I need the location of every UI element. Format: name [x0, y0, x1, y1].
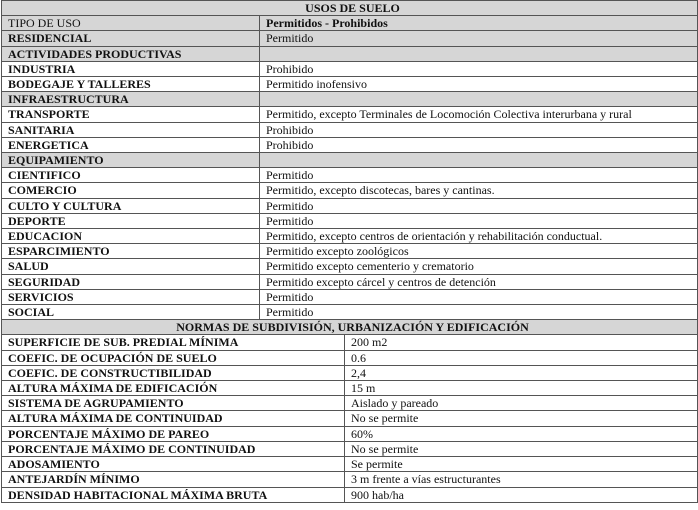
use-row [2, 31, 698, 46]
use-status-value: Permitido [260, 213, 698, 228]
use-type-label: SALUD [2, 259, 260, 274]
use-row [2, 289, 698, 304]
use-row [2, 274, 698, 289]
use-row [2, 61, 698, 76]
use-row [2, 122, 698, 137]
use-status-value: Permitido, excepto discotecas, bares y cantinas. [260, 183, 698, 198]
uses-header-row [2, 16, 698, 31]
use-row [2, 183, 698, 198]
norms-title: NORMAS DE SUBDIVISIÓN, URBANIZACIÓN Y EDIFICACIÓN [2, 320, 698, 335]
norm-row [2, 472, 698, 487]
use-row [2, 305, 698, 320]
norm-value: No se permite [345, 411, 698, 426]
use-type-label: ACTIVIDADES PRODUCTIVAS [2, 46, 260, 61]
norm-row [2, 365, 698, 380]
use-type-label: SOCIAL [2, 305, 260, 320]
use-row [2, 259, 698, 274]
norms-title-row [2, 320, 698, 335]
norm-label: PORCENTAJE MÁXIMO DE CONTINUIDAD [2, 441, 345, 456]
norm-row [2, 350, 698, 365]
uses-title: USOS DE SUELO [2, 1, 698, 16]
norm-label: ADOSAMIENTO [2, 457, 345, 472]
use-row [2, 244, 698, 259]
use-row [2, 213, 698, 228]
norm-value: 900 hab/ha [345, 487, 698, 502]
norm-label: PORCENTAJE MÁXIMO DE PAREO [2, 426, 345, 441]
use-type-label: TRANSPORTE [2, 107, 260, 122]
use-status-value: Permitido inofensivo [260, 77, 698, 92]
use-status-value: Permitido [260, 289, 698, 304]
section-row [2, 153, 698, 168]
use-status-value: Permitido [260, 31, 698, 46]
use-type-label: INFRAESTRUCTURA [2, 92, 260, 107]
col-type-header: TIPO DE USO [2, 16, 260, 31]
use-status-value: Permitido, excepto centros de orientación y rehabilitación conductual. [260, 229, 698, 244]
use-status-value: Permitido [260, 305, 698, 320]
uses-title-row [2, 1, 698, 16]
use-status-value: Permitido [260, 198, 698, 213]
norm-value: 3 m frente a vías estructurantes [345, 472, 698, 487]
use-status-value: Permitido excepto cárcel y centros de detención [260, 274, 698, 289]
norm-value: 200 m2 [345, 335, 698, 350]
use-type-label: ENERGETICA [2, 137, 260, 152]
norm-label: ALTURA MÁXIMA DE CONTINUIDAD [2, 411, 345, 426]
norm-value: 2,4 [345, 365, 698, 380]
use-status-value: Prohibido [260, 137, 698, 152]
norm-label: COEFIC. DE OCUPACIÓN DE SUELO [2, 350, 345, 365]
norm-label: SISTEMA DE AGRUPAMIENTO [2, 396, 345, 411]
use-status-value [260, 153, 698, 168]
norm-label: ANTEJARDÍN MÍNIMO [2, 472, 345, 487]
section-row [2, 92, 698, 107]
use-status-value [260, 46, 698, 61]
use-status-value: Permitido excepto zoológicos [260, 244, 698, 259]
use-row [2, 198, 698, 213]
norm-label: SUPERFICIE DE SUB. PREDIAL MÍNIMA [2, 335, 345, 350]
use-type-label: CULTO Y CULTURA [2, 198, 260, 213]
use-type-label: ESPARCIMIENTO [2, 244, 260, 259]
use-type-label: EQUIPAMIENTO [2, 153, 260, 168]
norm-value: No se permite [345, 441, 698, 456]
use-row [2, 229, 698, 244]
norm-row [2, 381, 698, 396]
norm-row [2, 335, 698, 350]
use-type-label: BODEGAJE Y TALLERES [2, 77, 260, 92]
norm-label: DENSIDAD HABITACIONAL MÁXIMA BRUTA [2, 487, 345, 502]
norm-value: 15 m [345, 381, 698, 396]
use-status-value: Prohibido [260, 61, 698, 76]
norm-row [2, 426, 698, 441]
use-status-value: Permitido, excepto Terminales de Locomoción Colectiva interurbana y rural [260, 107, 698, 122]
use-type-label: SEGURIDAD [2, 274, 260, 289]
norm-label: COEFIC. DE CONSTRUCTIBILIDAD [2, 365, 345, 380]
use-type-label: CIENTIFICO [2, 168, 260, 183]
use-type-label: DEPORTE [2, 213, 260, 228]
norm-value: 0.6 [345, 350, 698, 365]
use-status-value: Prohibido [260, 122, 698, 137]
use-type-label: RESIDENCIAL [2, 31, 260, 46]
use-type-label: INDUSTRIA [2, 61, 260, 76]
use-type-label: EDUCACION [2, 229, 260, 244]
uses-table [1, 0, 698, 320]
use-row [2, 168, 698, 183]
use-row [2, 137, 698, 152]
use-status-value: Permitido [260, 168, 698, 183]
section-row [2, 46, 698, 61]
use-status-value: Permitido excepto cementerio y crematorio [260, 259, 698, 274]
use-type-label: SERVICIOS [2, 289, 260, 304]
norms-table [1, 320, 698, 502]
col-status-header: Permitidos - Prohibidos [260, 16, 698, 31]
use-type-label: COMERCIO [2, 183, 260, 198]
norm-row [2, 457, 698, 472]
norm-value: Aislado y pareado [345, 396, 698, 411]
norm-row [2, 396, 698, 411]
norm-value: 60% [345, 426, 698, 441]
use-row [2, 77, 698, 92]
norm-row [2, 411, 698, 426]
use-status-value [260, 92, 698, 107]
use-type-label: SANITARIA [2, 122, 260, 137]
norm-row [2, 441, 698, 456]
norm-row [2, 487, 698, 502]
norm-label: ALTURA MÁXIMA DE EDIFICACIÓN [2, 381, 345, 396]
use-row [2, 107, 698, 122]
norm-value: Se permite [345, 457, 698, 472]
